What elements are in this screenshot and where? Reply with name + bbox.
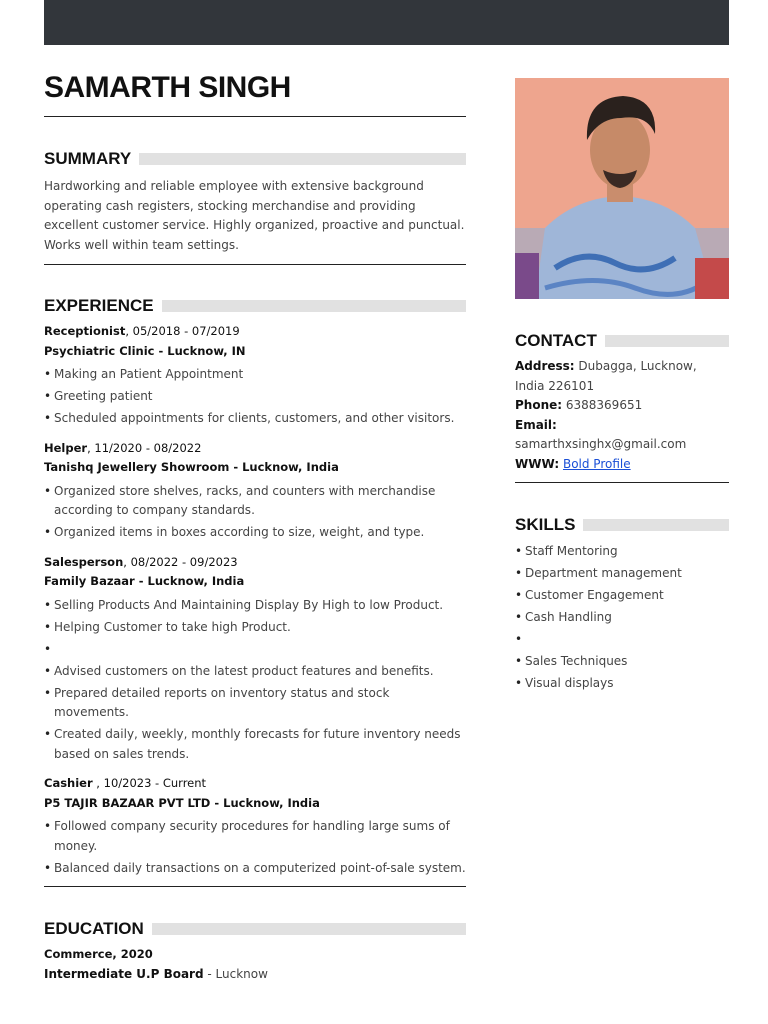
job-company: P5 TAJIR BAZAAR PVT LTD - Lucknow, India xyxy=(44,795,320,810)
job-dates: , 10/2023 - Current xyxy=(92,776,207,790)
education-entry xyxy=(44,945,466,984)
list-item: • Customer Engagement xyxy=(515,586,729,606)
job-dates: , 08/2022 - 09/2023 xyxy=(123,554,238,569)
list-item: • Selling Products And Maintaining Display By High to low Product. xyxy=(44,596,466,616)
divider xyxy=(44,264,466,265)
skills-title: SKILLS xyxy=(515,515,576,534)
list-item: • Advised customers on the latest product features and benefits. xyxy=(44,662,466,682)
list-item: • Greeting patient xyxy=(44,387,466,407)
profile-link[interactable]: Bold Profile xyxy=(562,456,631,471)
education-school-line xyxy=(44,965,466,985)
www-label: WWW: xyxy=(515,456,560,471)
list-item: • Organized items in boxes according to size, weight, and type. xyxy=(44,523,466,543)
job-title: Receptionist xyxy=(44,324,126,338)
section-bar xyxy=(605,335,729,347)
job-title-line xyxy=(44,774,466,794)
profile-photo-illustration xyxy=(515,78,729,299)
skills-heading xyxy=(515,515,729,535)
phone-value: 6388369651 xyxy=(562,398,643,412)
list-item: • Staff Mentoring xyxy=(515,542,729,562)
job-bullets xyxy=(44,596,466,765)
list-item: • Making an Patient Appointment xyxy=(44,365,466,385)
job-company: Family Bazaar - Lucknow, India xyxy=(44,574,245,588)
side-column xyxy=(515,78,729,696)
job-title: Cashier xyxy=(44,776,93,790)
job-dates: , 11/2020 - 08/2022 xyxy=(87,440,202,455)
list-item xyxy=(515,630,729,650)
experience-heading xyxy=(44,296,466,316)
education-school: Intermediate U.P Board xyxy=(44,966,204,981)
list-item: • Prepared detailed reports on inventory status and stock movements. xyxy=(44,684,466,723)
contact-address xyxy=(515,357,729,396)
list-item: • Followed company security procedures for handling large sums of money. xyxy=(44,817,466,856)
job-company: Psychiatric Clinic - Lucknow, IN xyxy=(44,343,246,358)
job-title-line xyxy=(44,439,466,459)
job-bullets xyxy=(44,365,466,429)
education-year: , 2020 xyxy=(112,947,153,961)
job-title-line xyxy=(44,322,466,342)
job-bullets xyxy=(44,817,466,878)
list-item xyxy=(44,640,466,660)
summary-text: Hardworking and reliable employee with extensive background operating cash registers, stocking merchandise and providing excellent customer service. Highly organized, proactive and punctual. Works well within team settings. xyxy=(44,179,465,252)
address-label: Address: xyxy=(515,359,575,373)
section-bar xyxy=(162,300,466,312)
list-item: • Created daily, weekly, monthly forecasts for future inventory needs based on sales trends. xyxy=(44,725,466,764)
job-title: Helper xyxy=(44,440,88,455)
address-value: Dubagga, Lucknow, India 226101 xyxy=(515,359,697,393)
job-title-line xyxy=(44,553,466,573)
candidate-name: SAMARTH SINGH xyxy=(44,71,291,104)
job-dates: , 05/2018 - 07/2019 xyxy=(125,324,240,338)
experience-list xyxy=(44,322,466,878)
list-item: • Sales Techniques xyxy=(515,652,729,672)
contact-phone xyxy=(515,396,729,416)
education-degree: Commerce xyxy=(44,947,113,961)
divider xyxy=(44,116,466,117)
main-column xyxy=(44,70,466,984)
list-item: • Organized store shelves, racks, and counters with merchandise according to company standards. xyxy=(44,482,466,521)
list-item: • Balanced daily transactions on a computerized point-of-sale system. xyxy=(44,859,466,879)
divider xyxy=(515,482,729,483)
job-entry xyxy=(44,553,466,765)
section-bar xyxy=(583,519,729,531)
contact-www xyxy=(515,455,729,475)
section-bar xyxy=(139,153,466,165)
job-company: Tanishq Jewellery Showroom - Lucknow, India xyxy=(44,460,339,474)
education-location: - Lucknow xyxy=(203,966,268,981)
profile-photo xyxy=(515,78,729,299)
summary-title: SUMMARY xyxy=(44,149,132,168)
contact-heading xyxy=(515,331,729,351)
job-entry xyxy=(44,322,466,429)
list-item: • Cash Handling xyxy=(515,608,729,628)
skills-list xyxy=(515,542,729,694)
contact-email xyxy=(515,416,729,455)
list-item: • Scheduled appointments for clients, customers, and other visitors. xyxy=(44,409,466,429)
list-item: • Helping Customer to take high Product. xyxy=(44,618,466,638)
email-value: samarthxsinghx@gmail.com xyxy=(515,437,687,451)
job-entry xyxy=(44,439,466,543)
summary-heading xyxy=(44,149,466,169)
header-bar xyxy=(44,0,729,45)
education-title: EDUCATION xyxy=(44,919,144,938)
education-heading xyxy=(44,919,466,939)
email-label: Email: xyxy=(515,417,557,432)
contact-block xyxy=(515,357,729,474)
list-item: • Department management xyxy=(515,564,729,584)
contact-title: CONTACT xyxy=(515,331,597,350)
job-title: Salesperson xyxy=(44,554,124,569)
job-entry xyxy=(44,774,466,878)
phone-label: Phone: xyxy=(515,398,563,412)
education-degree-line xyxy=(44,945,466,965)
section-bar xyxy=(152,923,466,935)
experience-title: EXPERIENCE xyxy=(44,296,154,315)
job-bullets xyxy=(44,482,466,543)
list-item: • Visual displays xyxy=(515,674,729,694)
divider xyxy=(44,886,466,887)
